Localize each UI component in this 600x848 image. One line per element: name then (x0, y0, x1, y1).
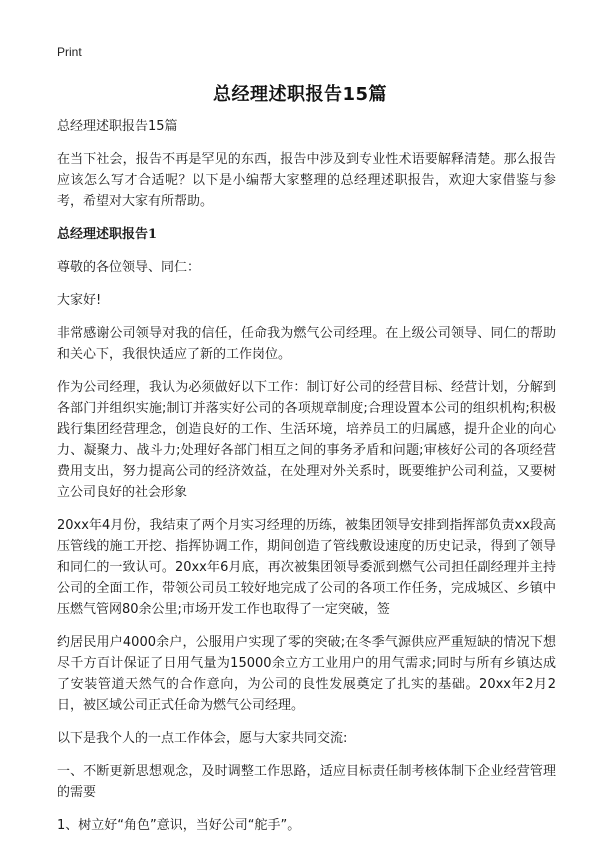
section-heading: 总经理述职报告1 (57, 227, 158, 242)
paragraph: 作为公司经理，我认为必须做好以下工作：制订好公司的经营目标、经营计划，分解到各部门并组织实施;制订并落实好公司的各项规章制度;合理设置本公司的组织机构;积极践行集团经营理念，创造良好的工作、生活环境，培养员工的归属感，提升企业的向心力、凝聚力、战斗力;处理好各部门相互之间的事务矛盾和问题;审核好公司的各项经营费用支出，努力提高公司的经济效益，在处理对外关系时，既要维护公司利益，又要树立公司良好的社会形象 (57, 380, 556, 500)
paragraph: 大家好! (57, 293, 102, 308)
print-link[interactable]: Print (57, 45, 82, 59)
paragraph: 一、不断更新思想观念，及时调整工作思路，适应目标责任制考核体制下企业经营管理的需要 (57, 764, 556, 800)
paragraph: 总经理述职报告15篇 (57, 119, 178, 134)
paragraph: 20xx年4月份，我结束了两个月实习经理的历练，被集团领导安排到指挥部负责xx段高压管线的施工开挖、指挥协调工作，期间创造了管线敷设速度的历史记录，得到了领导和同仁的一致认可。20xx年6月底，再次被集团领导委派到燃气公司担任副经理并主持公司的全面工作，带领公司员工较好地完成了公司的各项工作任务，完成城区、乡镇中压燃气管网80余公里;市场开发工作也取得了一定突破，签 (57, 518, 556, 617)
paragraph: 在当下社会，报告不再是罕见的东西，报告中涉及到专业性术语要解释清楚。那么报告应该怎么写才合适呢？以下是小编帮大家整理的总经理述职报告，欢迎大家借鉴与参考，希望对大家有所帮助。 (57, 152, 556, 209)
document-body (57, 116, 556, 848)
paragraph: 非常感谢公司领导对我的信任，任命我为燃气公司经理。在上级公司领导、同仁的帮助和关心下，我很快适应了新的工作岗位。 (57, 326, 556, 362)
paragraph: 1、树立好“角色”意识，当好公司“舵手”。 (57, 818, 301, 833)
paragraph: 尊敬的各位领导、同仁： (57, 260, 201, 275)
paragraph: 约居民用户4000余户，公服用户实现了零的突破;在冬季气源供应严重短缺的情况下想尽千方百计保证了日用气量为15000余立方工业用户的用气需求;同时与所有乡镇达成了安装管道天然气的合作意向，为公司的良性发展奠定了扎实的基础。20xx年2月2日，被区域公司正式任命为燃气公司经理。 (57, 635, 556, 713)
paragraph: 以下是我个人的一点工作体会，愿与大家共同交流: (57, 731, 348, 746)
document-title: 总经理述职报告15篇 (212, 84, 388, 105)
